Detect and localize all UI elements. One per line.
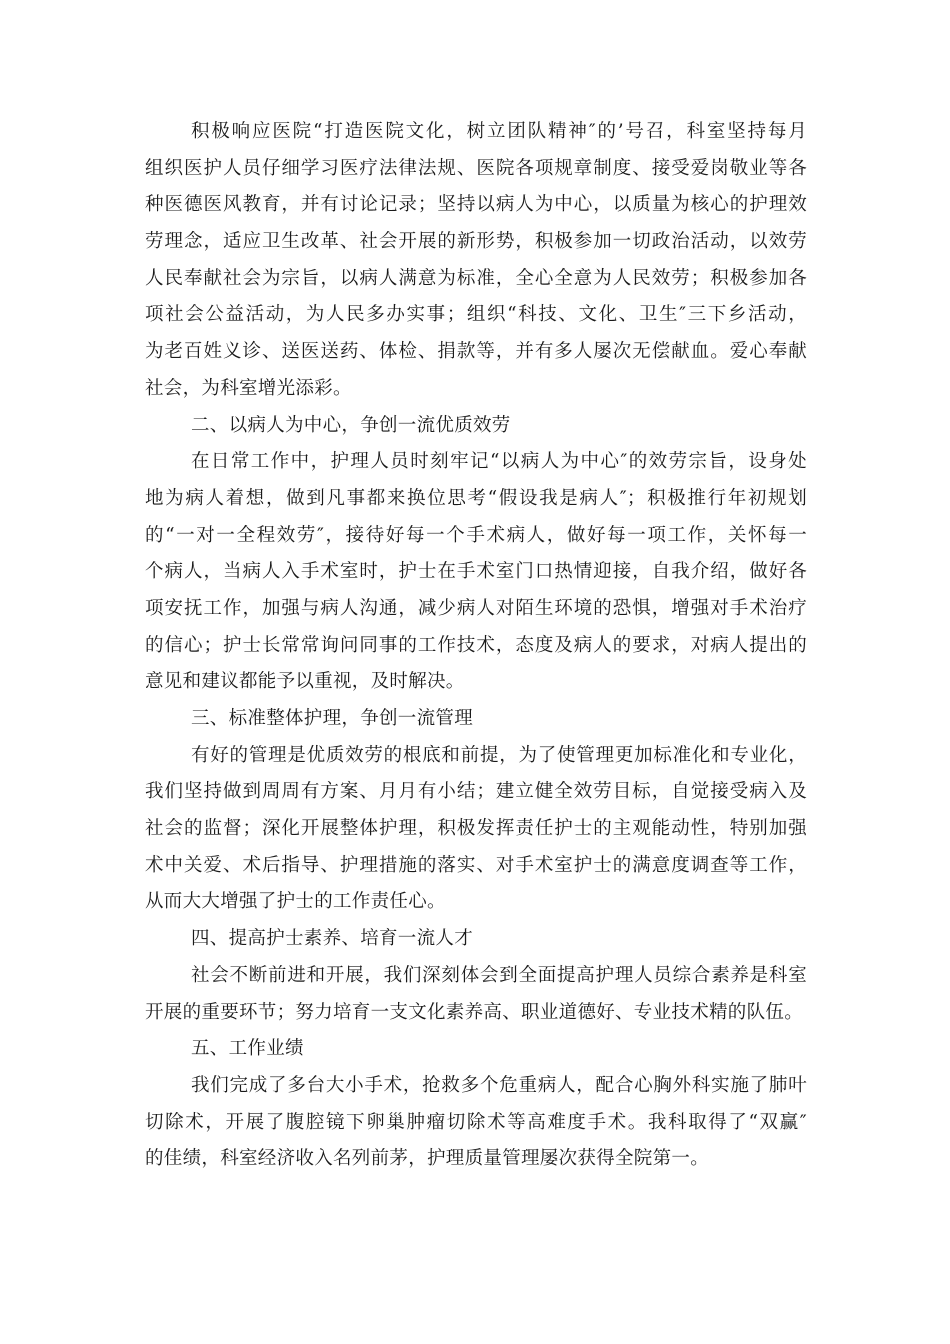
paragraph-line: 我们完成了多台大小手术，抢救多个危重病人，配合心胸外科实施了肺叶 <box>191 1074 807 1096</box>
paragraph-line: 项社会公益活动，为人民多办实事；组织“科技、文化、卫生″三下乡活动， <box>145 304 807 326</box>
heading-text: 五、工作业绩 <box>191 1038 304 1060</box>
document-page <box>145 114 807 1178</box>
paragraph-line: 积极响应医院“打造医院文化，树立团队精神″的’号召，科室坚持每月 <box>191 121 807 142</box>
heading-text: 四、提高护士素养、培育一流人才 <box>191 928 474 950</box>
section-heading <box>145 408 807 445</box>
body-paragraph <box>145 738 807 921</box>
paragraph-line: 术中关爱、术后指导、护理措施的落实、对手术室护士的满意度调查等工作， <box>145 854 807 876</box>
heading-text: 二、以病人为中心，争创一流优质效劳 <box>191 414 511 436</box>
paragraph-line: 意见和建议都能予以重视，及时解决。 <box>145 671 465 693</box>
paragraph-line: 项安抚工作，加强与病人沟通，减少病人对陌生环境的恐惧，增强对手术治疗 <box>145 597 807 619</box>
paragraph-line: 在日常工作中，护理人员时刻牢记“以病人为中心″的效劳宗旨，设身处 <box>191 451 807 473</box>
paragraph-line: 开展的重要环节；努力培育一支文化素养高、职业道德好、专业技术精的队伍。 <box>145 1001 804 1023</box>
paragraph-line: 人民奉献社会为宗旨，以病人满意为标准，全心全意为人民效劳；积极参加各 <box>145 267 807 289</box>
paragraph-line: 从而大大增强了护士的工作责任心。 <box>145 891 446 913</box>
body-paragraph <box>145 114 807 408</box>
paragraph-line: 有好的管理是优质效劳的根底和前提，为了使管理更加标准化和专业化， <box>191 744 807 766</box>
paragraph-line: 种医德医风教育，并有讨论记录；坚持以病人为中心，以质量为核心的护理效 <box>145 194 807 216</box>
section-heading <box>145 921 807 958</box>
paragraph-line: 切除术，开展了腹腔镜下卵巢肿瘤切除术等高难度手术。我科取得了“双赢″ <box>145 1111 807 1133</box>
heading-text: 三、标准整体护理，争创一流管理 <box>191 708 474 729</box>
paragraph-line: 社会不断前进和开展，我们深刻体会到全面提高护理人员综合素养是科室 <box>191 964 807 986</box>
section-heading <box>145 701 807 738</box>
paragraph-line: 的佳绩，科室经济收入名列前茅，护理质量管理屡次获得全院第一。 <box>145 1148 710 1170</box>
paragraph-line: 劳理念，适应卫生改革、社会开展的新形势，积极参加一切政治活动，以效劳 <box>145 231 807 253</box>
body-paragraph <box>145 444 807 701</box>
paragraph-line: 为老百姓义诊、送医送药、体检、捐款等，并有多人屡次无偿献血。爱心奉献 <box>145 341 807 363</box>
paragraph-line: 社会，为科室增光添彩。 <box>145 377 352 399</box>
paragraph-line: 组织医护人员仔细学习医疗法律法规、医院各项规章制度、接受爱岗敬业等各 <box>145 157 807 179</box>
paragraph-line: 地为病人着想，做到凡事都来换位思考“假设我是病人″；积极推行年初规划 <box>145 487 807 509</box>
paragraph-line: 的“一对一全程效劳″，接待好每一个手术病人，做好每一项工作，关怀每一 <box>145 524 807 546</box>
paragraph-line: 社会的监督；深化开展整体护理，积极发挥责任护士的主观能动性，特别加强 <box>145 818 807 840</box>
section-heading <box>145 1031 807 1068</box>
paragraph-line: 我们坚持做到周周有方案、月月有小结；建立健全效劳目标，自觉接受病入及 <box>145 781 807 803</box>
body-paragraph <box>145 958 807 1031</box>
paragraph-line: 个病人，当病人入手术室时，护士在手术室门口热情迎接，自我介绍，做好各 <box>145 561 807 583</box>
paragraph-line: 的信心；护士长常常询问同事的工作技术，态度及病人的要求，对病人提出的 <box>145 634 807 656</box>
body-paragraph <box>145 1068 807 1178</box>
